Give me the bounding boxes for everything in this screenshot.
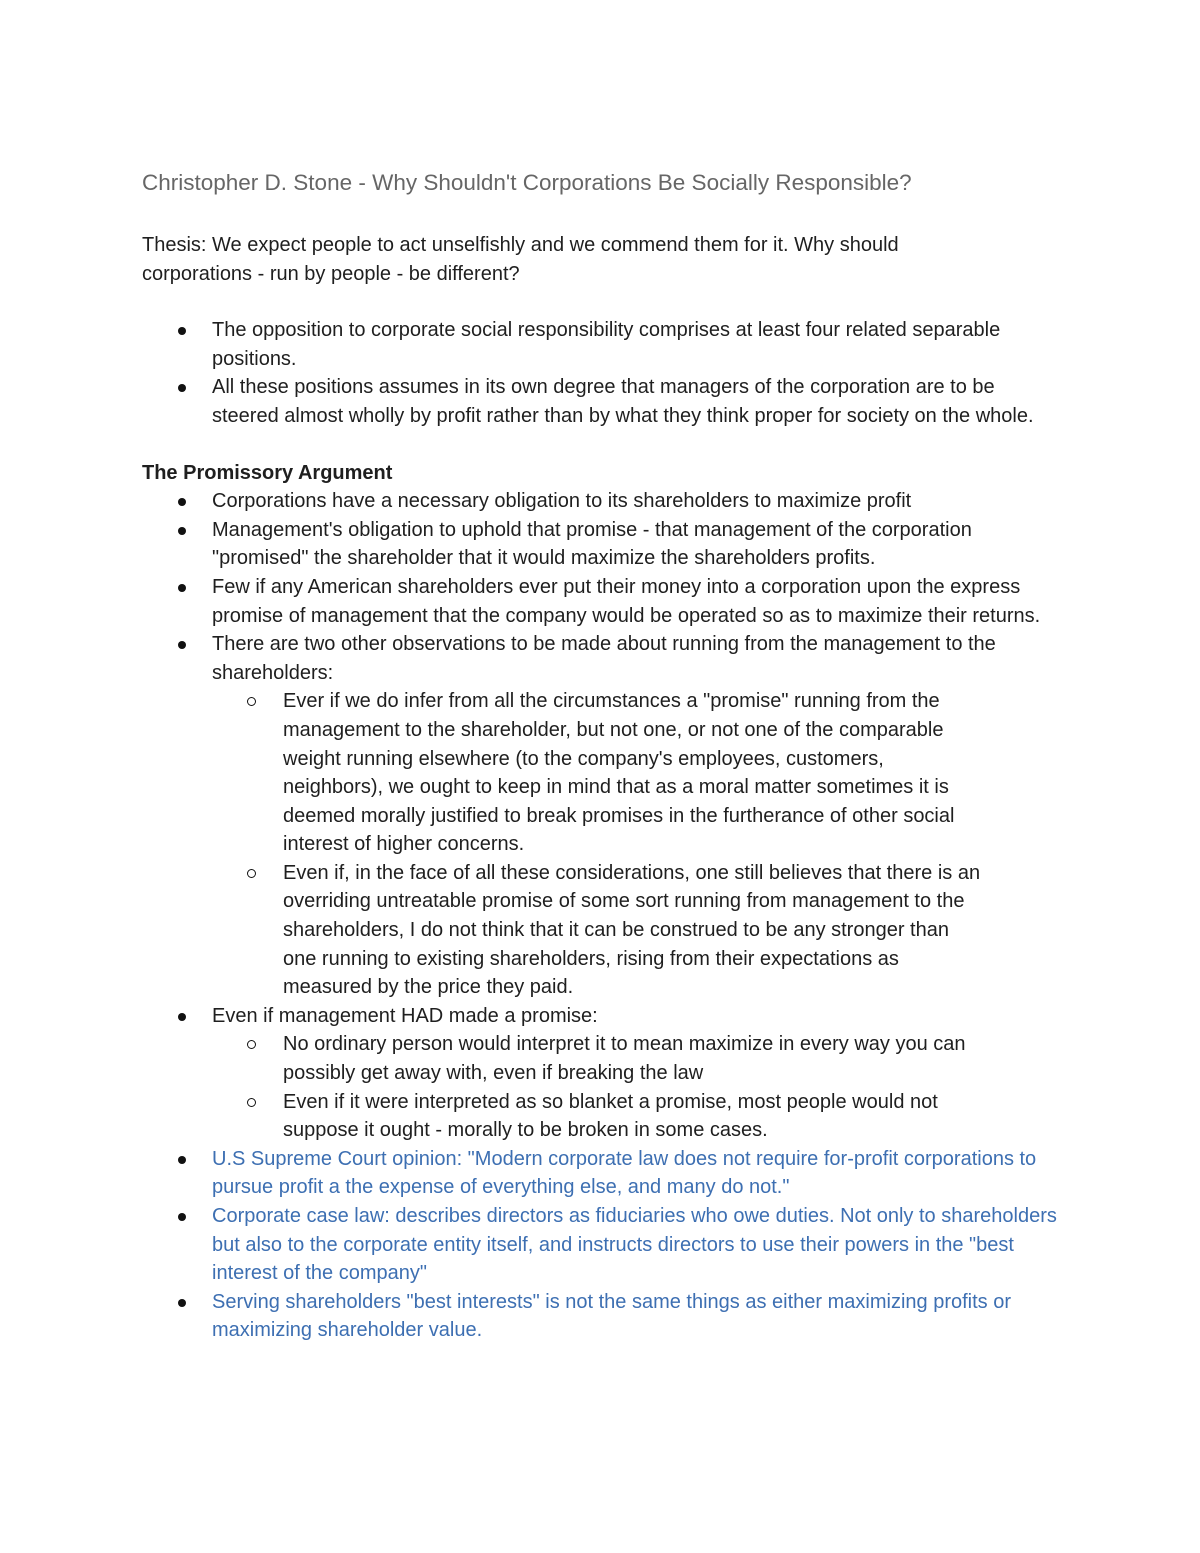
sublist-item-text: No ordinary person would interpret it to mean maximize in every way you can possibly get away with, even if breaking the law [283, 1033, 966, 1085]
document-page [142, 168, 1072, 1345]
list-item-text: Serving shareholders "best interests" is not the same things as either maximizing profits or maximizing shareholder value. [212, 1290, 1012, 1342]
list-item [142, 573, 1062, 630]
hollow-bullet-icon [247, 697, 256, 706]
section-list [142, 487, 1072, 1345]
thesis-paragraph: Thesis: We expect people to act unselfishly and we commend them for it. Why should corporations - run by people - be different? [142, 234, 899, 285]
promise-sublist [212, 1030, 1062, 1144]
bullet-icon [178, 1299, 186, 1307]
list-item-text: There are two other observations to be made about running from the management to the shareholders: [212, 633, 996, 684]
list-item [142, 1002, 1062, 1145]
list-item-text: Management's obligation to uphold that promise - that management of the corporation "promised" the shareholder that it would maximize the shareholders profits. [212, 518, 972, 570]
bullet-icon [178, 584, 186, 592]
list-item-highlighted [142, 1202, 1062, 1288]
list-item-text: The opposition to corporate social responsibility comprises at least four related separable positions. [212, 319, 1001, 370]
sublist-item [212, 859, 983, 1002]
hollow-bullet-icon [247, 869, 256, 878]
list-item [142, 630, 1062, 1002]
list-item-text: Few if any American shareholders ever put their money into a corporation upon the express promise of management that the company would be operated so as to maximize their returns. [212, 575, 1041, 627]
sublist-item [212, 687, 983, 859]
intro-list [142, 316, 1072, 430]
hollow-bullet-icon [247, 1098, 256, 1107]
bullet-icon [178, 527, 186, 535]
list-item [142, 373, 1062, 430]
list-item [142, 516, 1062, 573]
document-title: Christopher D. Stone - Why Shouldn't Corporations Be Socially Responsible? [142, 170, 912, 195]
spacer [142, 288, 1072, 316]
section-heading: The Promissory Argument [142, 461, 393, 484]
bullet-icon [178, 384, 186, 392]
list-item-text: Corporate case law: describes directors as fiduciaries who owe duties. Not only to shareholders but also to the corporate entity itself, and instructs directors to use their powers in the "best interest of the company" [212, 1205, 1057, 1285]
bullet-icon [178, 1156, 186, 1164]
list-item-text: Corporations have a necessary obligation to its shareholders to maximize profit [212, 490, 912, 513]
sublist-item [212, 1088, 983, 1145]
list-item [142, 316, 1062, 373]
bullet-icon [178, 498, 186, 506]
observations-sublist [212, 687, 1062, 1002]
bullet-icon [178, 327, 186, 335]
bullet-icon [178, 1013, 186, 1021]
hollow-bullet-icon [247, 1040, 256, 1049]
list-item-highlighted [142, 1145, 1062, 1202]
sublist-item-text: Even if, in the face of all these considerations, one still believes that there is an overriding untreatable promise of some sort running from management to the shareholders, I do not think that it can be construed to be any stronger than one running to existing shareholders, rising from their expectations as measured by the price they paid. [283, 861, 981, 999]
list-item-text: Even if management HAD made a promise: [212, 1004, 598, 1027]
sublist-item-text: Even if it were interpreted as so blanket a promise, most people would not suppose it ought - morally to be broken in some cases. [283, 1090, 938, 1142]
list-item [142, 487, 1062, 516]
bullet-icon [178, 641, 186, 649]
spacer [142, 431, 1072, 459]
list-item-text: U.S Supreme Court opinion: "Modern corporate law does not require for-profit corporations to pursue profit a the expense of everything else, and many do not." [212, 1147, 1037, 1199]
bullet-icon [178, 1213, 186, 1221]
list-item-text: All these positions assumes in its own degree that managers of the corporation are to be steered almost wholly by profit rather than by what they think proper for society on the whole. [212, 376, 1034, 427]
list-item-highlighted [142, 1288, 1062, 1345]
sublist-item [212, 1030, 983, 1087]
sublist-item-text: Ever if we do infer from all the circumstances a "promise" running from the management to the shareholder, but not one, or not one of the comparable weight running elsewhere (to the company's employees, customers, neighbors), we ought to keep in mind that as a moral matter sometimes it is deemed morally justified to break promises in the furtherance of other social interest of higher concerns. [283, 690, 955, 856]
